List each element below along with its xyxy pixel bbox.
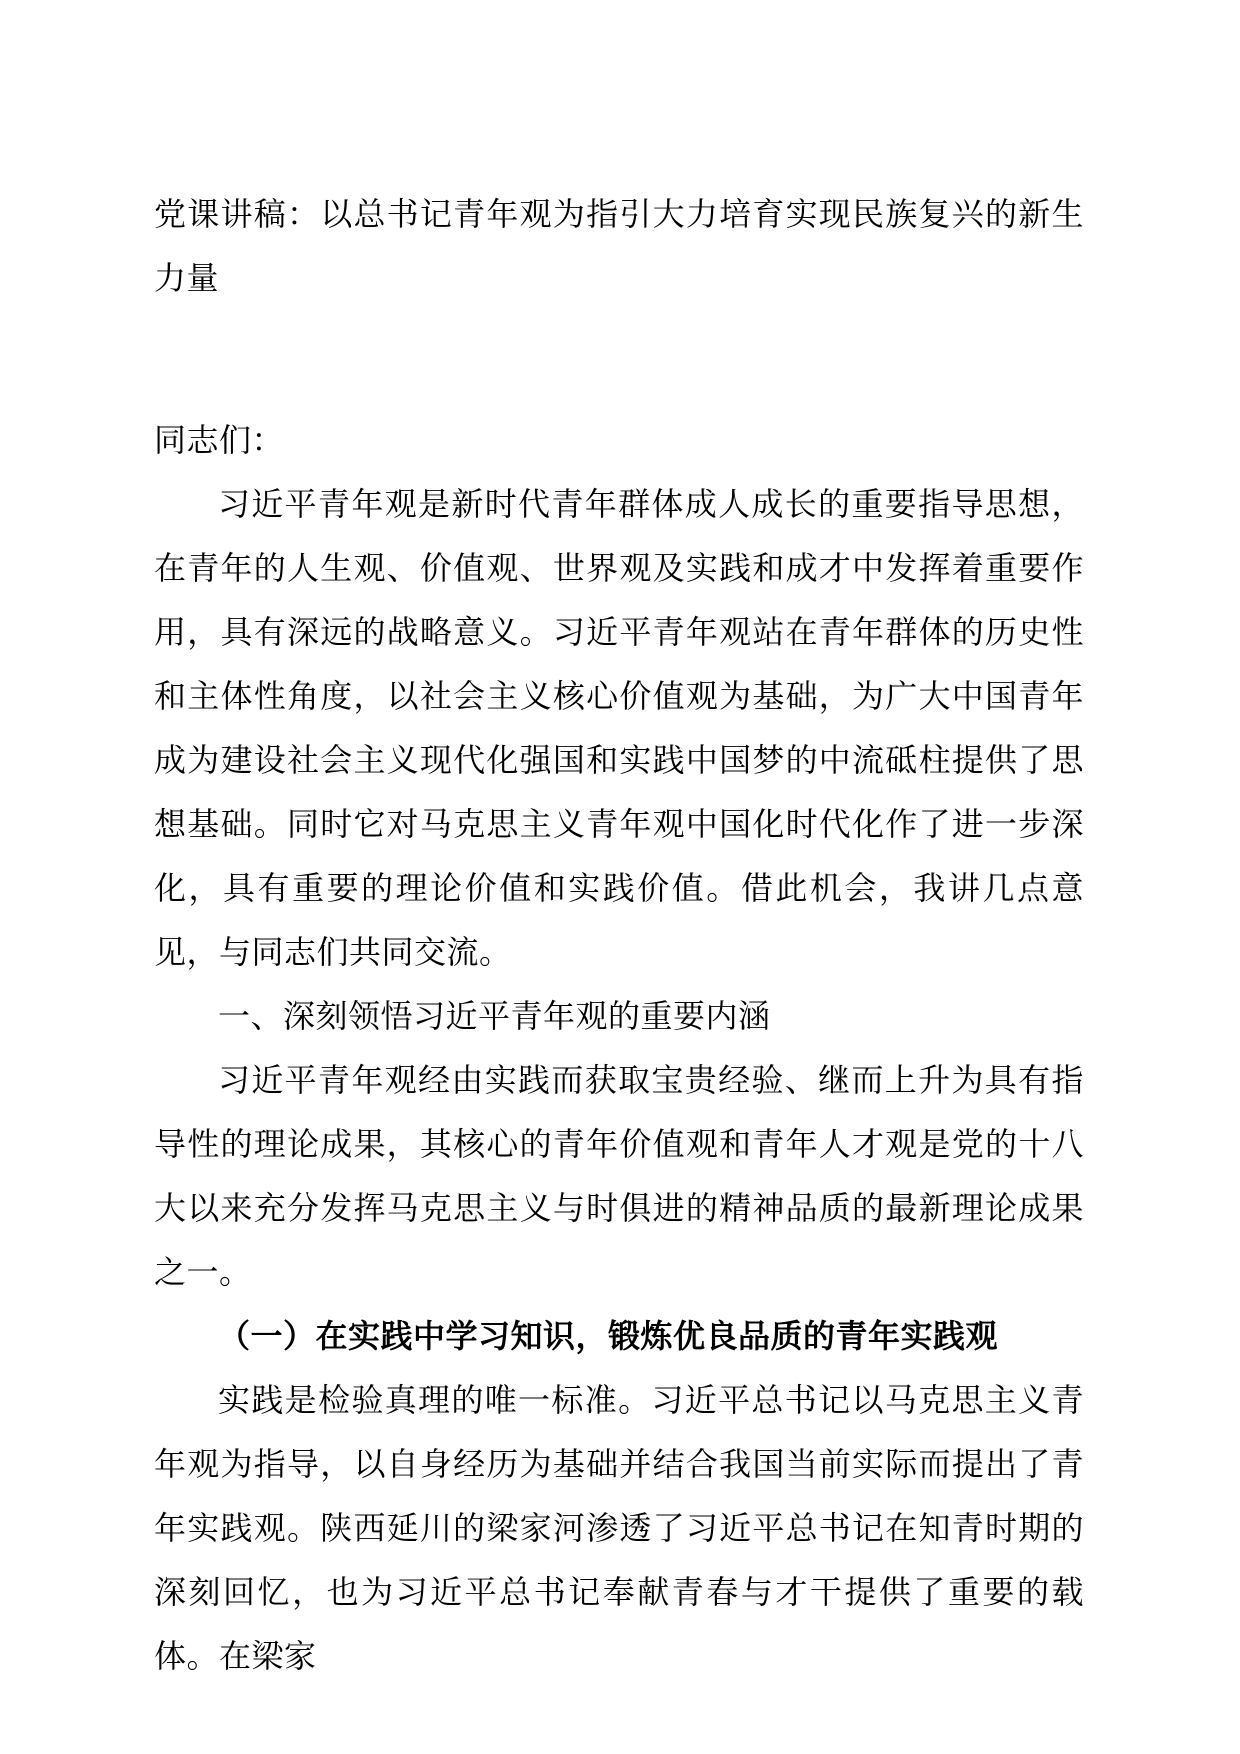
section-heading-1: 一、深刻领悟习近平青年观的重要内涵 — [218, 997, 771, 1035]
subsection-heading-1: （一）在实践中学习知识，锻炼优良品质的青年实践观 — [218, 1317, 999, 1355]
document-title: 党课讲稿：以总书记青年观为指引大力培育实现民族复兴的新生力量 — [154, 195, 1084, 297]
document-body — [154, 182, 1084, 1688]
section-1-paragraph: 习近平青年观经由实践而获取宝贵经验、继而上升为具有指导性的理论成果，其核心的青年价值观和青年人才观是党的十八大以来充分发挥马克思主义与时俱进的精神品质的最新理论成果之一。 — [154, 1061, 1084, 1291]
subsection-1-paragraph: 实践是检验真理的唯一标准。习近平总书记以马克思主义青年观为指导，以自身经历为基础并结合我国当前实际而提出了青年实践观。陕西延川的梁家河渗透了习近平总书记在知青时期的深刻回忆，也为习近平总书记奉献青春与才干提供了重要的载体。在梁家 — [154, 1381, 1084, 1675]
intro-paragraph: 习近平青年观是新时代青年群体成人成长的重要指导思想，在青年的人生观、价值观、世界观及实践和成才中发挥着重要作用，具有深远的战略意义。习近平青年观站在青年群体的历史性和主体性角度，以社会主义核心价值观为基础，为广大中国青年成为建设社会主义现代化强国和实践中国梦的中流砥柱提供了思想基础。同时它对马克思主义青年观中国化时代化作了进一步深化，具有重要的理论价值和实践价值。借此机会，我讲几点意见，与同志们共同交流。 — [154, 485, 1084, 971]
salutation: 同志们： — [154, 421, 285, 459]
